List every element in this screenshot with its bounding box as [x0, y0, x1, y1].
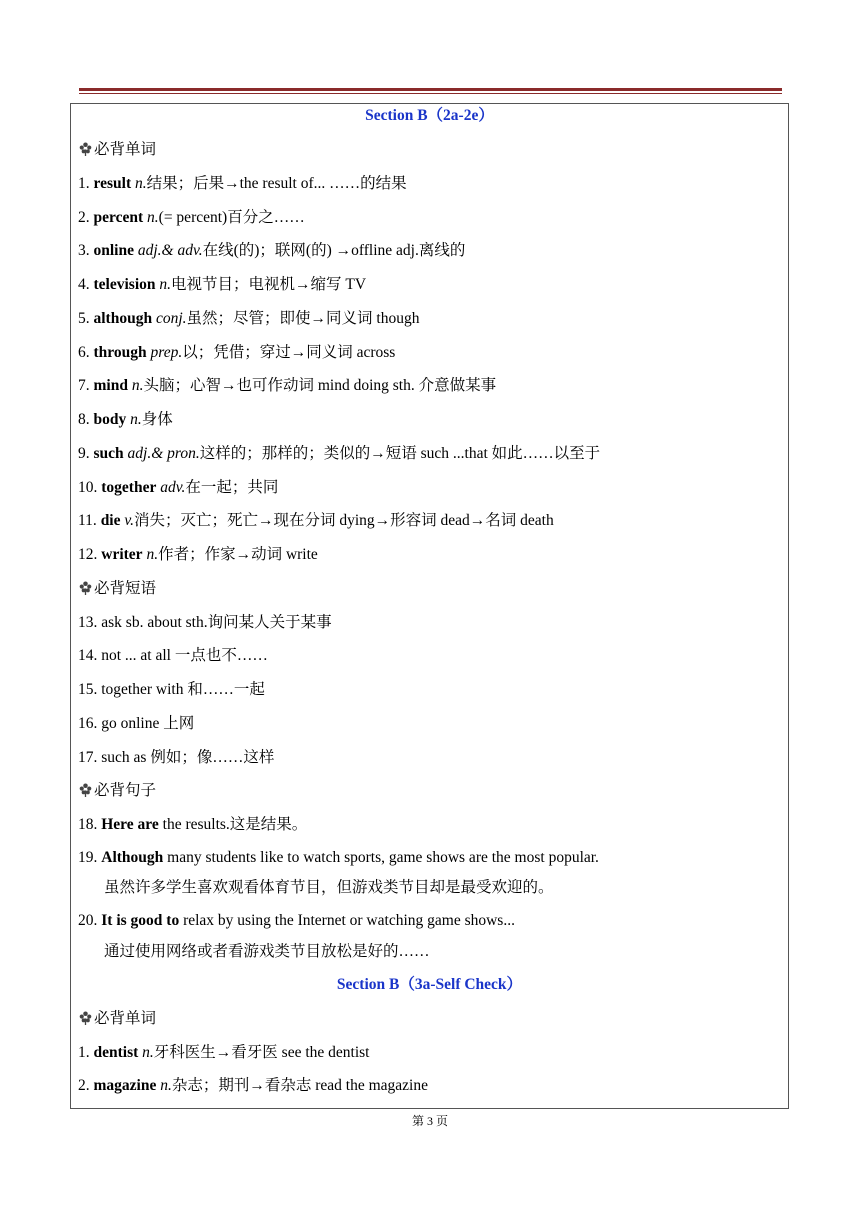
list-item: 15. together with 和……一起	[78, 681, 265, 698]
translation-line: 虽然许多学生喜欢观看体育节目，但游戏类节目却是最受欢迎的。	[104, 879, 554, 896]
list-item: 6. through prep.以；凭借；穿过→同义词 across	[78, 344, 396, 361]
list-item: 3. online adj.& adv.在线(的)；联网(的) →offline adj.离线的	[78, 242, 466, 259]
category-label: 必背单词	[94, 1010, 157, 1027]
flower-icon	[78, 141, 93, 156]
category-heading	[78, 781, 156, 801]
list-item: 7. mind n.头脑；心智→也可作动词 mind doing sth. 介意做某事	[78, 377, 497, 394]
list-item: 11. die v.消失；灭亡；死亡→现在分词 dying→形容词 dead→名词 death	[78, 512, 554, 529]
translation-line: 通过使用网络或者看游戏类节目放松是好的……	[104, 943, 430, 960]
list-item: 16. go online 上网	[78, 715, 195, 732]
category-label: 必背短语	[94, 580, 157, 597]
flower-icon	[78, 782, 93, 797]
category-heading	[78, 1009, 156, 1029]
section-title: Section B（3a-Self Check）	[336, 976, 523, 993]
list-item: 20. It is good to relax by using the Internet or watching game shows...	[78, 912, 515, 929]
list-item: 9. such adj.& pron.这样的；那样的；类似的→短语 such ...that 如此……以至于	[78, 445, 601, 462]
category-heading	[78, 140, 156, 160]
flower-icon	[78, 1010, 93, 1025]
list-item: 5. although conj.虽然；尽管；即使→同义词 though	[78, 310, 420, 327]
category-label: 必背句子	[94, 782, 157, 799]
list-item: 8. body n.身体	[78, 411, 173, 428]
list-item: 19. Although many students like to watch sports, game shows are the most popular.	[78, 849, 599, 866]
list-item: 10. together adv.在一起；共同	[78, 479, 279, 496]
page-footer: 第 3 页	[411, 1114, 448, 1128]
section-title: Section B（2a-2e）	[365, 107, 494, 124]
list-item: 4. television n.电视节目；电视机→缩写 TV	[78, 276, 367, 293]
list-item: 2. percent n.(= percent)百分之……	[78, 209, 305, 226]
list-item: 14. not ... at all 一点也不……	[78, 647, 268, 664]
list-item: 13. ask sb. about sth.询问某人关于某事	[78, 614, 332, 631]
header-rule-thick	[79, 88, 782, 91]
header-rule-thin	[79, 93, 782, 94]
list-item: 1. result n.结果；后果→the result of... ……的结果	[78, 175, 407, 192]
category-heading	[78, 579, 156, 599]
list-item: 18. Here are the results.这是结果。	[78, 816, 308, 833]
list-item: 17. such as 例如；像……这样	[78, 749, 275, 766]
category-label: 必背单词	[94, 141, 157, 158]
list-item: 12. writer n.作者；作家→动词 write	[78, 546, 318, 563]
list-item: 1. dentist n.牙科医生→看牙医 see the dentist	[78, 1044, 370, 1061]
list-item: 2. magazine n.杂志；期刊→看杂志 read the magazine	[78, 1077, 428, 1094]
flower-icon	[78, 580, 93, 595]
